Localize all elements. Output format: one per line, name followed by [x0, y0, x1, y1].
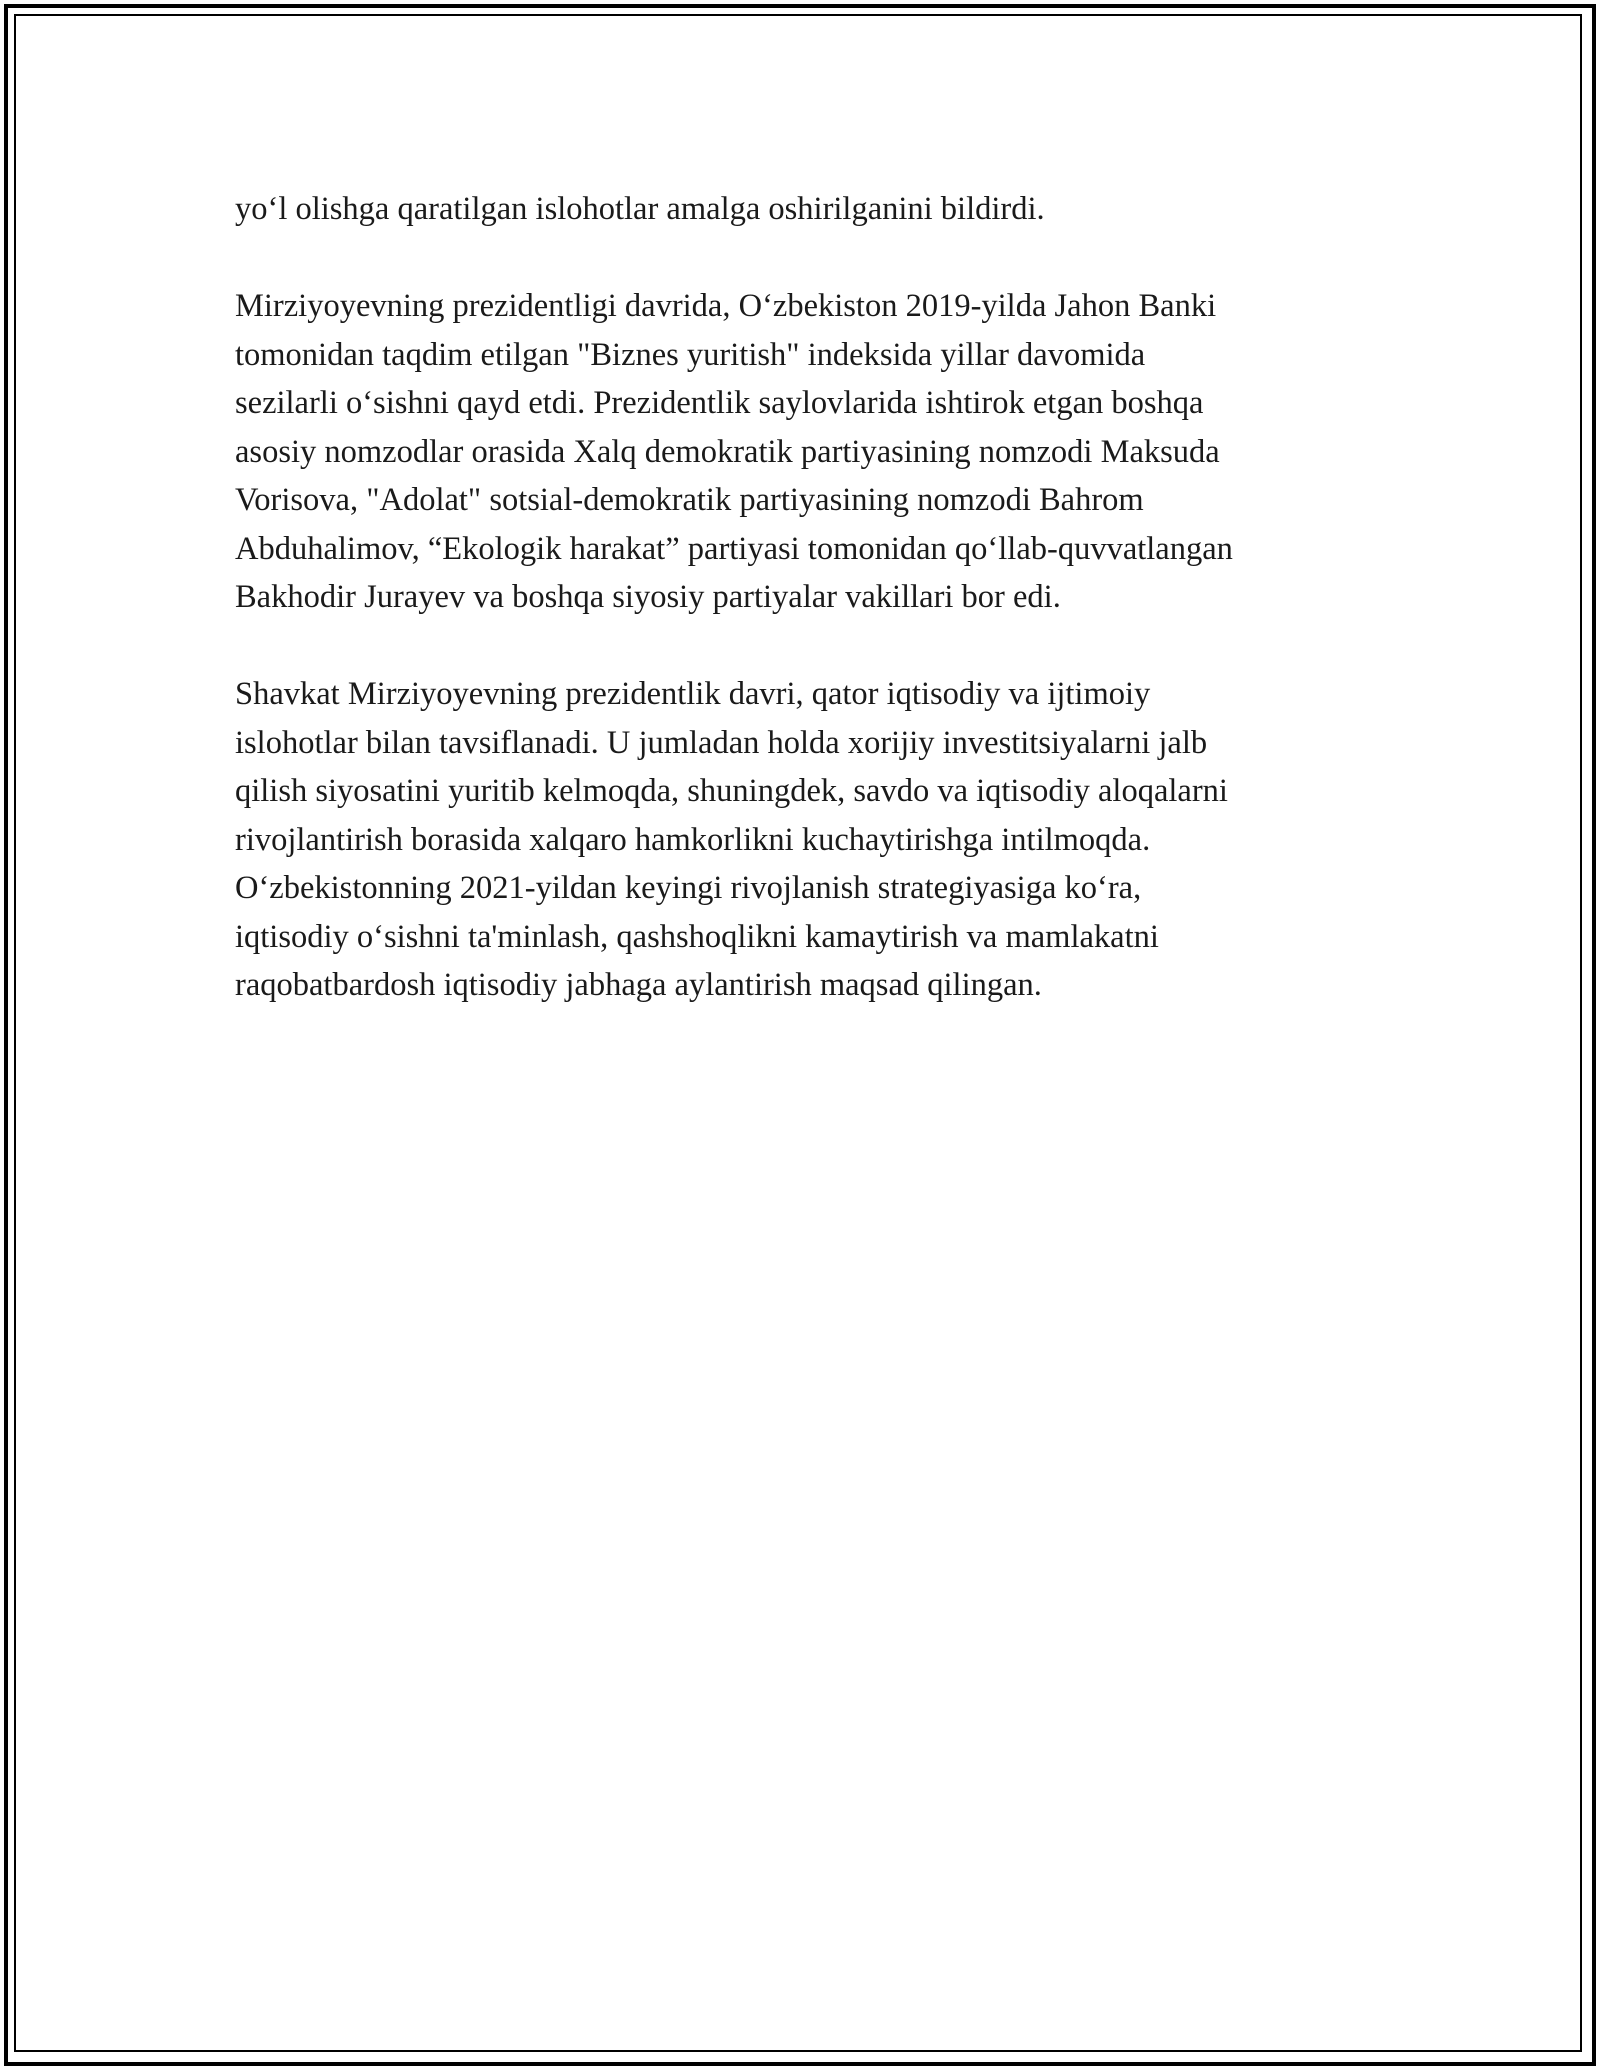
paragraph-line: islohotlar bilan tavsiflanadi. U jumladan holda xorijiy investitsiyalarni jalb — [235, 724, 1208, 761]
paragraph-line: raqobatbardosh iqtisodiy jabhaga aylantirish maqsad qilingan. — [235, 967, 1042, 1003]
paragraph-2 — [235, 282, 1395, 622]
paragraph-line: yo‘l olishga qaratilgan islohotlar amalga oshirilganini bildirdi. — [235, 191, 1045, 227]
document-body — [235, 185, 1395, 1058]
paragraph-line: Vorisova, "Adolat" sotsial-demokratik partiyasining nomzodi Bahrom — [235, 482, 1144, 518]
paragraph-line: O‘zbekistonning 2021-yildan keyingi rivojlanish strategiyasiga ko‘ra, — [235, 870, 1142, 906]
paragraph-line: Mirziyoyevning prezidentligi davrida, O‘zbekiston 2019-yilda Jahon Banki — [235, 288, 1217, 324]
paragraph-line: Shavkat Mirziyoyevning prezidentlik davri, qator iqtisodiy va ijtimoiy — [235, 676, 1151, 712]
paragraph-line: tomonidan taqdim etilgan "Biznes yuritish" indeksida yillar davomida — [235, 336, 1146, 373]
paragraph-line: asosiy nomzodlar orasida Xalq demokratik partiyasining nomzodi Maksuda — [235, 433, 1220, 470]
paragraph-line: Abduhalimov, “Ekologik harakat” partiyasi tomonidan qo‘llab-quvvatlangan — [235, 530, 1233, 567]
paragraph-line: rivojlantirish borasida xalqaro hamkorlikni kuchaytirishga intilmoqda. — [235, 821, 1151, 858]
paragraph-1 — [235, 185, 1395, 234]
paragraph-3 — [235, 670, 1395, 1010]
paragraph-line: Bakhodir Jurayev va boshqa siyosiy partiyalar vakillari bor edi. — [235, 579, 1061, 615]
paragraph-line: iqtisodiy o‘sishni ta'minlash, qashshoqlikni kamaytirish va mamlakatni — [235, 918, 1159, 955]
paragraph-line: sezilarli o‘sishni qayd etdi. Prezidentlik saylovlarida ishtirok etgan boshqa — [235, 385, 1204, 421]
paragraph-line: qilish siyosatini yuritib kelmoqda, shuningdek, savdo va iqtisodiy aloqalarni — [235, 773, 1228, 809]
